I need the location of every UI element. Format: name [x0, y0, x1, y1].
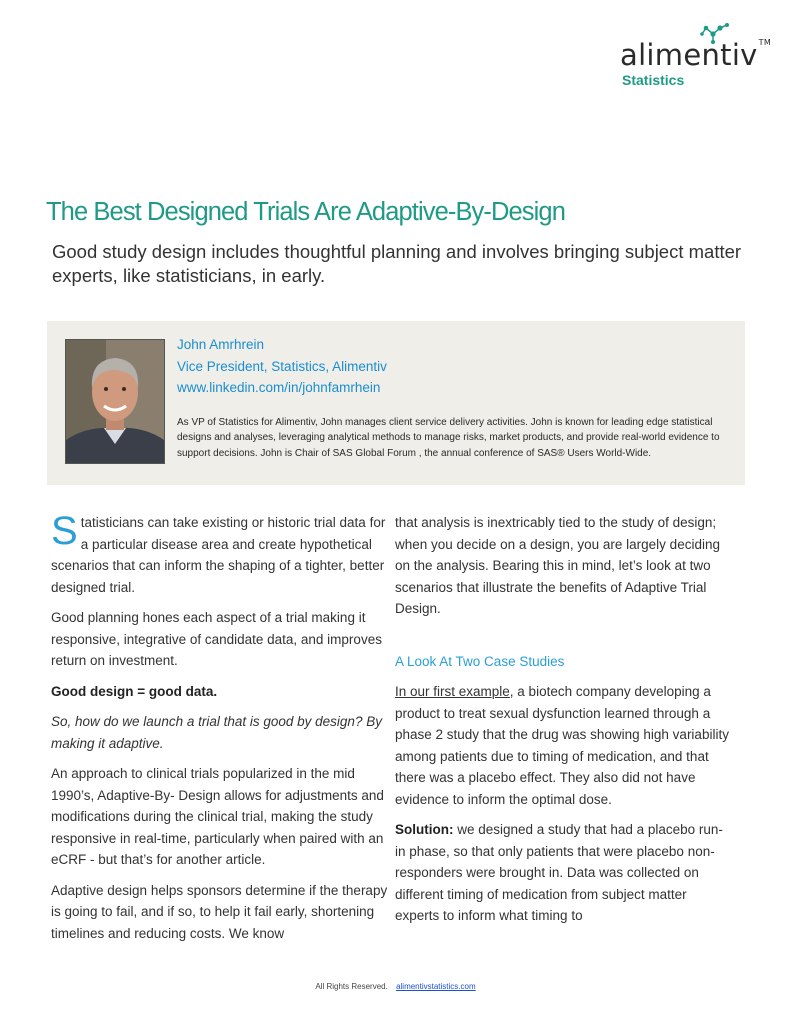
italic-question: So, how do we launch a trial that is good by design? By making it adaptive. — [51, 714, 382, 751]
article-left-column — [51, 509, 388, 953]
paragraph: Adaptive design helps sponsors determine if the therapy is going to fail, and if so, to help it fail early, shortening timelines and reducing costs. We know — [51, 882, 388, 941]
article-right-column — [395, 512, 731, 936]
bold-statement: Good design = good data. — [51, 683, 218, 699]
logo-wordmark: alimentiv™ — [620, 38, 772, 72]
author-linkedin-link[interactable]: www.linkedin.com/in/johnfamrhein — [177, 380, 381, 395]
first-example-label: In our first example — [395, 684, 510, 699]
paragraph: that analysis is inextricably tied to the study of design; when you decide on a design, you are largely deciding on the analysis. Bearing this in mind, let’s look at two scenarios that illustrate the benefits of Adaptive Trial Design. — [395, 515, 720, 616]
paragraph: Solution: we designed a study that had a placebo run-in phase, so that only patients that were placebo non-responders were brought in. Data was collected on different timing of medication from subject matter experts to inform what timing to — [395, 822, 723, 923]
footer-website-link[interactable]: alimentivstatistics.com — [396, 982, 476, 991]
solution-label: Solution: — [395, 822, 454, 837]
author-role: Vice President, Statistics, Alimentiv — [177, 358, 387, 374]
paragraph: Statisticians can take existing or historic trial data for a particular disease area and create hypothetical scenarios that can inform the shaping of a tighter, better designed trial. — [51, 509, 386, 595]
footer — [0, 982, 791, 991]
section-heading: A Look At Two Case Studies — [395, 653, 565, 669]
author-name: John Amrhrein — [177, 337, 265, 352]
author-bio: As VP of Statistics for Alimentiv, John manages client service delivery activities. John is known for leading edge statistical designs and analyses, leveraging analytical methods to manage risks, market products, and provide real-world evidence to support decisions. John is Chair of SAS Global Forum , the annual conference of SAS® Users World-Wide. — [177, 417, 720, 459]
paragraph: An approach to clinical trials popularized in the mid 1990’s, Adaptive-By- Design allows for adjustments and modifications during the clinical trial, making the study responsive in real-time, particularly when paired with an eCRF - but that’s for another article. — [51, 766, 384, 867]
logo-subtitle: Statistics — [622, 72, 685, 88]
page-title: The Best Designed Trials Are Adaptive-By-Design — [46, 198, 565, 226]
paragraph: In our first example, a biotech company developing a product to treat sexual dysfunction learned through a phase 2 study that the drug was showing high variability among patients due to timing of medication, and that there was a placebo effect. They also did not have evidence to inform the optimal dose. — [395, 684, 729, 807]
alimentiv-logo — [620, 22, 772, 92]
author-box — [47, 321, 745, 485]
footer-rights: All Rights Reserved. — [315, 982, 388, 991]
page-subtitle: Good study design includes thoughtful planning and involves bringing subject matter experts, like statisticians, in early. — [52, 241, 742, 286]
author-info — [177, 334, 387, 399]
author-photo — [65, 339, 165, 464]
drop-cap: S — [51, 509, 78, 553]
paragraph: Good planning hones each aspect of a trial making it responsive, integrative of candidate data, and improves return on investment. — [51, 610, 382, 668]
